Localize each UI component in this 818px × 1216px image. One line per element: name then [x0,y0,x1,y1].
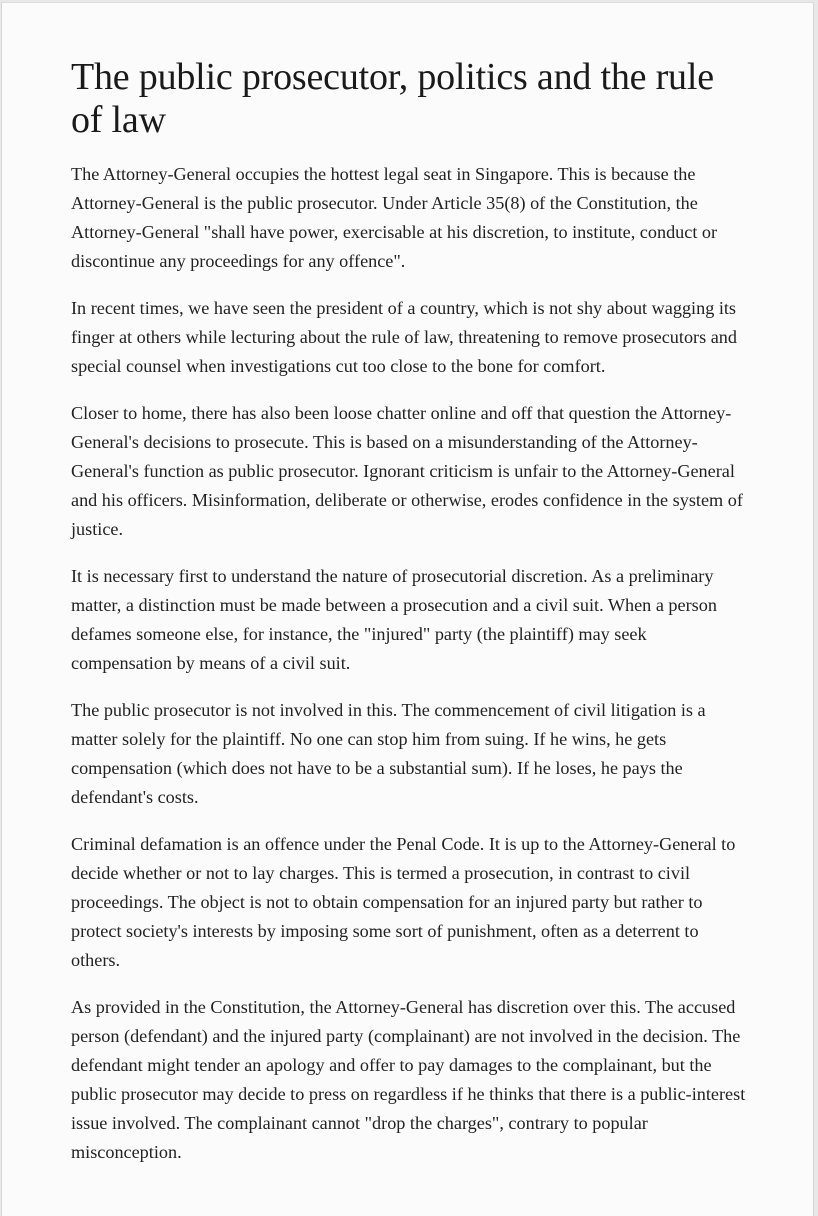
article-paragraph-5: The public prosecutor is not involved in this. The commencement of civil litigation is a matter solely for the plaintiff. No one can stop him from suing. If he wins, he gets compensation (which does not have to be a substantial sum). If he loses, he pays the defendant's costs. [71,700,706,807]
article-paragraph-3: Closer to home, there has also been loose chatter online and off that question the Attorney-General's decisions to prosecute. This is based on a misunderstanding of the Attorney-General's function as public prosecutor. Ignorant criticism is unfair to the Attorney-General and his officers. Misinformation, deliberate or otherwise, erodes confidence in the system of justice. [71,403,743,539]
article-title: The public prosecutor, politics and the rule of law [71,56,714,141]
article-page [1,2,814,1216]
article-body [71,56,751,1185]
article-paragraph-6: Criminal defamation is an offence under the Penal Code. It is up to the Attorney-General to decide whether or not to lay charges. This is termed a prosecution, in contrast to civil proceedings. The object is not to obtain compensation for an injured party but rather to protect society's interests by imposing some sort of punishment, often as a deterrent to others. [71,834,736,970]
article-paragraph-7: As provided in the Constitution, the Attorney-General has discretion over this. The accused person (defendant) and the injured party (complainant) are not involved in the decision. The defendant might tender an apology and offer to pay damages to the complainant, but the public prosecutor may decide to press on regardless if he thinks that there is a public-interest issue involved. The complainant cannot "drop the charges", contrary to popular misconception. [71,997,746,1162]
article-paragraph-4: It is necessary first to understand the nature of prosecutorial discretion. As a preliminary matter, a distinction must be made between a prosecution and a civil suit. When a person defames someone else, for instance, the "injured" party (the plaintiff) may seek compensation by means of a civil suit. [71,566,717,673]
article-paragraph-2: In recent times, we have seen the president of a country, which is not shy about wagging its finger at others while lecturing about the rule of law, threatening to remove prosecutors and special counsel when investigations cut too close to the bone for comfort. [71,298,737,376]
article-paragraph-1: The Attorney-General occupies the hottest legal seat in Singapore. This is because the Attorney-General is the public prosecutor. Under Article 35(8) of the Constitution, the Attorney-General "shall have power, exercisable at his discretion, to institute, conduct or discontinue any proceedings for any offence". [71,164,718,271]
